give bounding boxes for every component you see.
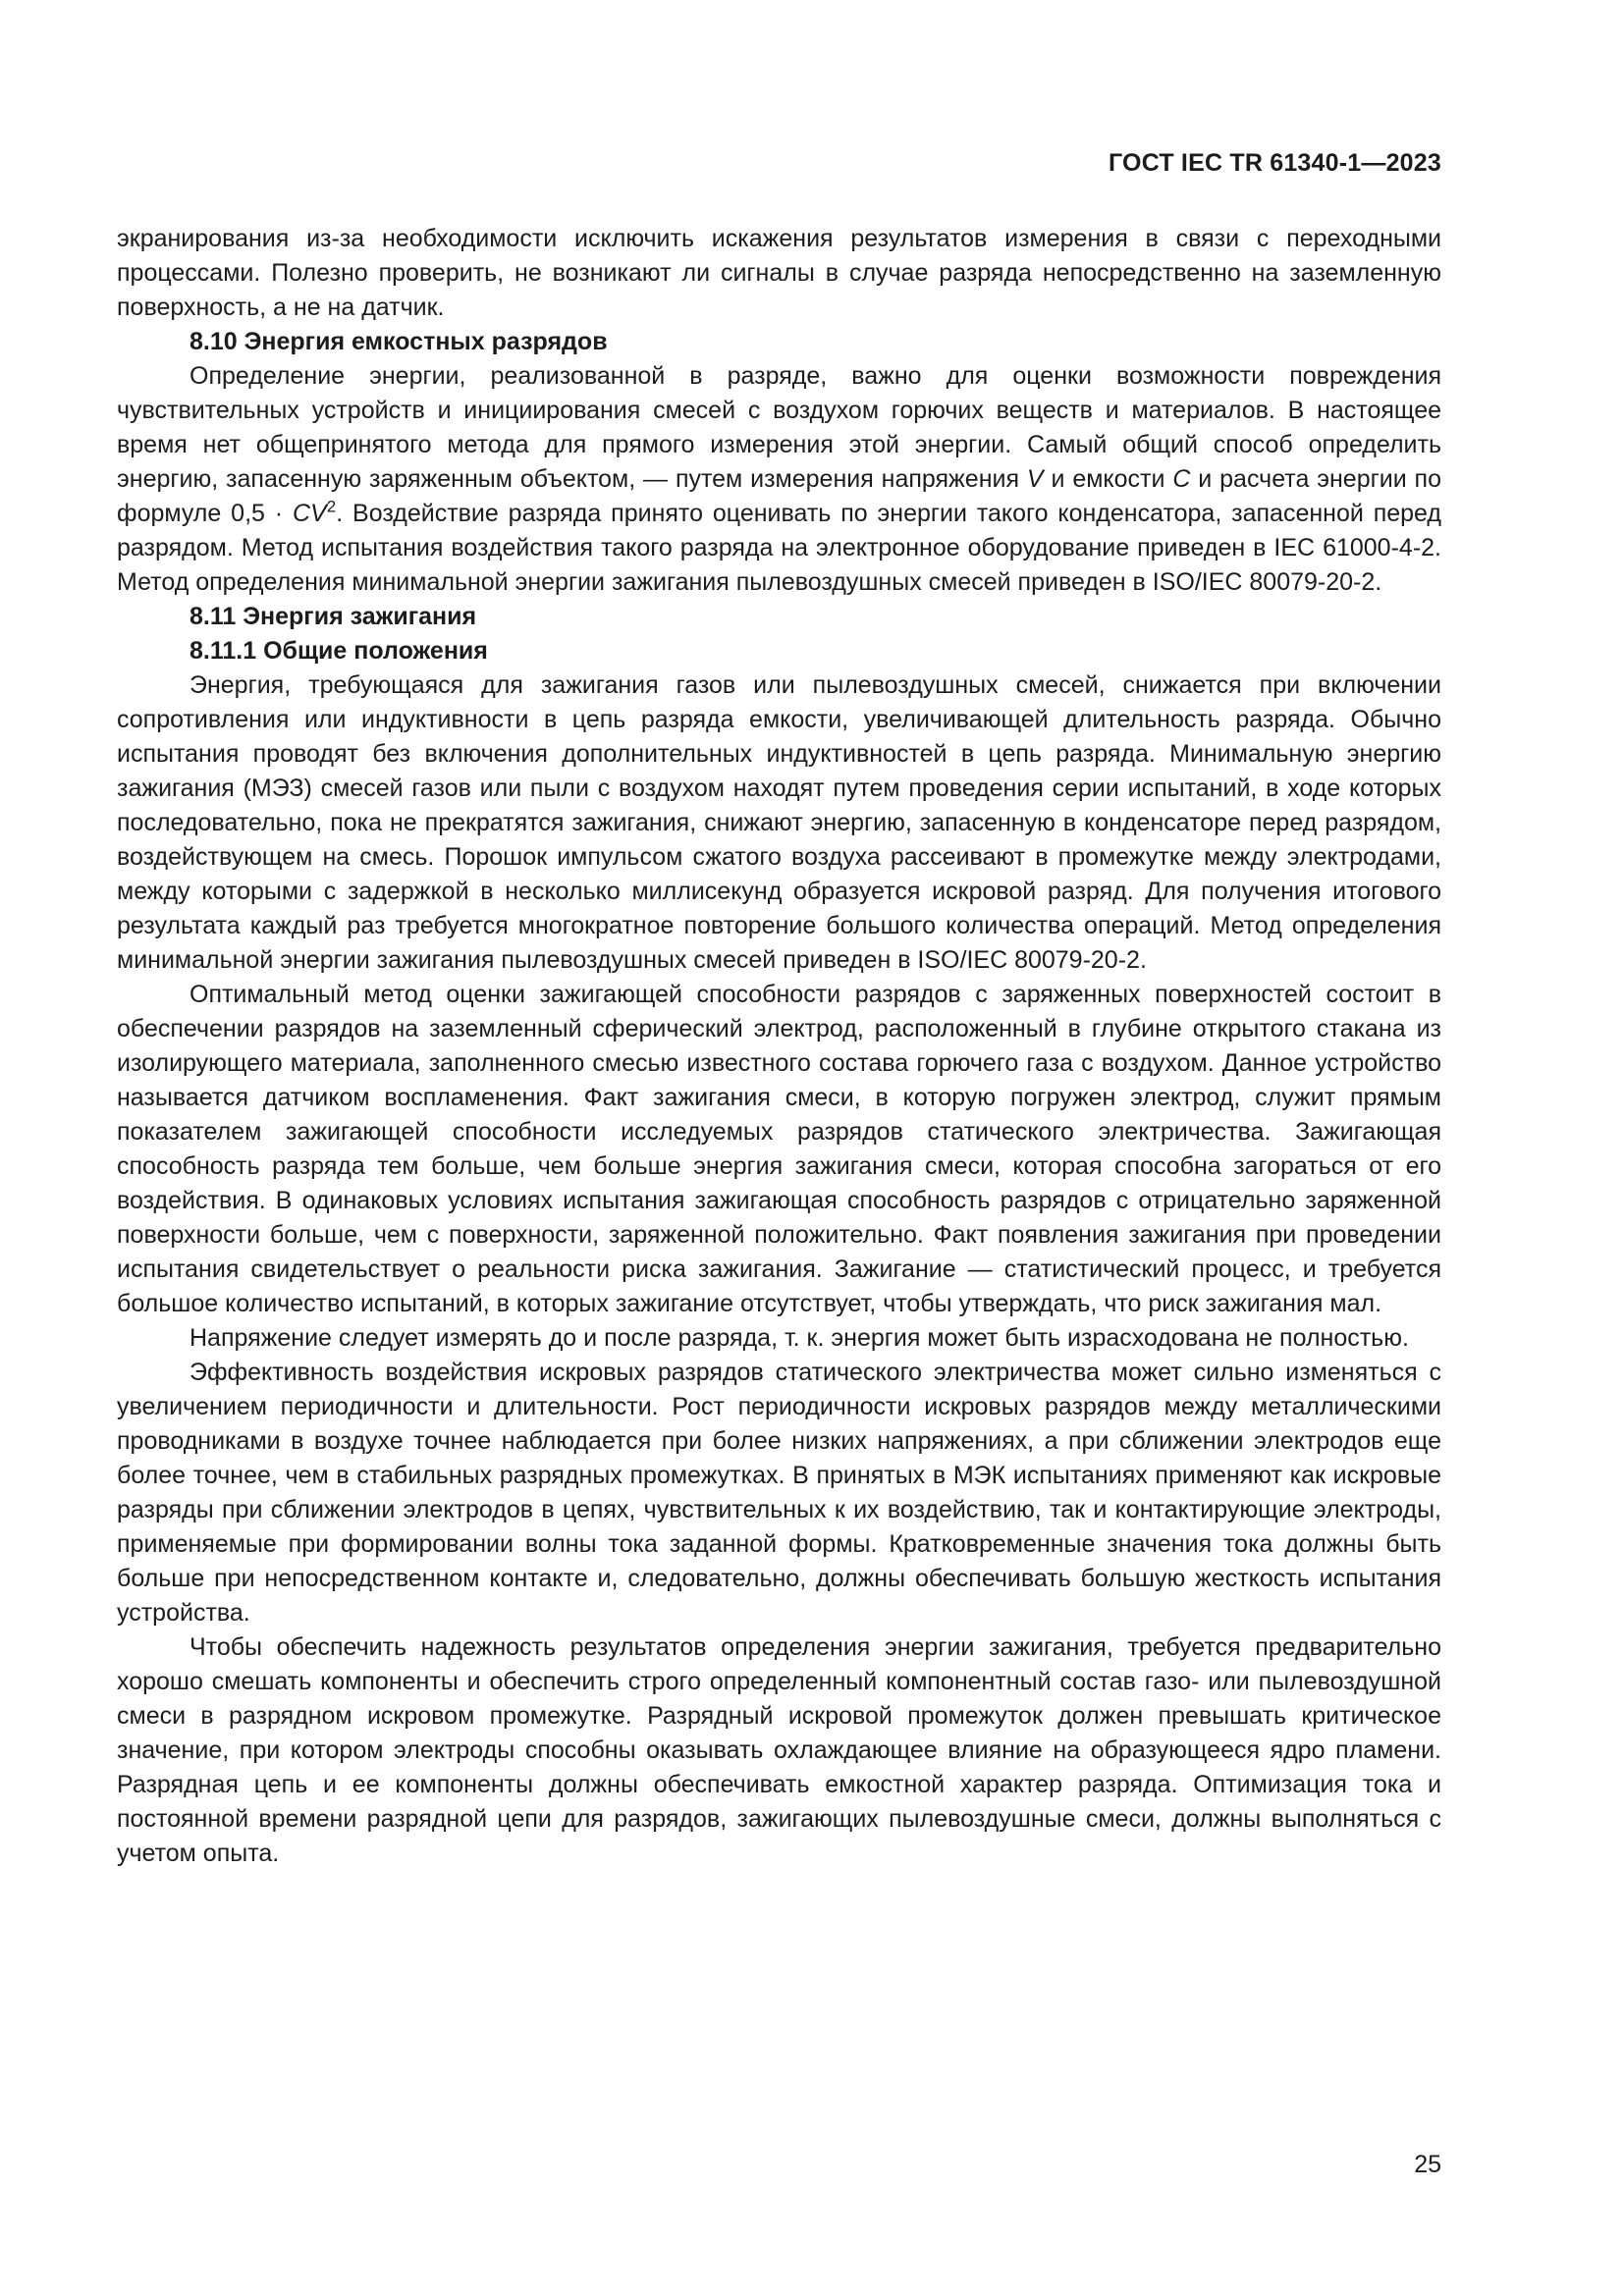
variable-cv: CV [293,500,327,527]
document-code-header: ГОСТ IEC TR 61340-1—2023 [1109,149,1441,177]
body-paragraph: Энергия, требующаяся для зажигания газов или пылевоздушных смесей, снижается при включении сопротивления или индуктивности в цепь разряда емкости, увеличивающей длительность разряда. Обычно испытания проводят без включения дополнительных индуктивностей в цепь разряда. Минимальную энергию зажигания (МЭЗ) смесей газов или пыли с воздухом находят путем проведения серии испытаний, в ходе которых последовательно, пока не прекратятся зажигания, снижают энергию, запасенную в конденсаторе перед разрядом, воздействующем на смесь. Порошок импульсом сжатого воздуха рассеивают в промежутке между электродами, между которыми с задержкой в несколько миллисекунд образуется искровой разряд. Для получения итогового результата каждый раз требуется многократное повторение большого количества операций. Метод определения минимальной энергии зажигания пылевоздушных смесей приведен в ISO/IEC 80079-20-2. [117,671,1441,974]
page-number: 25 [1414,2151,1441,2178]
exponent: 2 [326,497,337,516]
intro-paragraph: экранирования из-за необходимости исключить искажения результатов измерения в связи с переходными процессами. Полезно проверить, не возникают ли сигналы в случае разряда непосредственно на заземленную поверхность, а не на датчик. [117,225,1441,321]
subsection-heading-8-11-1: 8.11.1 Общие положения [189,637,488,665]
section-heading-8-10: 8.10 Энергия емкостных разрядов [189,328,608,355]
body-paragraph: Эффективность воздействия искровых разрядов статического электричества может сильно изменяться с увеличением периодичности и длительности. Рост периодичности искровых разрядов между металлическими проводниками в воздухе точнее наблюдается при более низких напряжениях, а при сближении электродов еще более точнее, чем в стабильных разрядных промежутках. В принятых в МЭК испытаниях применяют как искровые разряды при сближении электродов в цепях, чувствительных к их воздействию, так и контактирующие электроды, применяемые при формировании волны тока заданной формы. Кратковременные значения тока должны быть больше при непосредственном контакте и, следовательно, должны обеспечивать большую жесткость испытания устройства. [117,1359,1441,1627]
text-run: и расчета энергии по формуле 0,5 · [117,465,1441,527]
text-run: . Воздействие разряда принято оценивать по энергии такого конденсатора, запасенной перед разрядом. Метод испытания воздействия такого разряда на электронное оборудование приведен в IEC 61000-4-2. Метод определения минимальной энергии зажигания пылевоздушных смесей приведен в ISO/IEC 80079-20-2. [117,500,1442,596]
section-heading-8-11: 8.11 Энергия зажигания [189,603,477,630]
body-paragraph: Оптимальный метод оценки зажигающей способности разрядов с заряженных поверхностей состоит в обеспечении разрядов на заземленный сферический электрод, расположенный в глубине открытого стакана из изолирующего материала, заполненного смесью известного состава горючего газа с воздухом. Данное устройство называется датчиком воспламенения. Факт зажигания смеси, в которую погружен электрод, служит прямым показателем зажигающей способности исследуемых разрядов статического электричества. Зажигающая способность разряда тем больше, чем больше энергия зажигания смеси, которая способна загораться от его воздействия. В одинаковых условиях испытания зажигающая способность разрядов с отрицательно заряженной поверхности больше, чем с поверхности, заряженной положительно. Факт появления зажигания при проведении испытания свидетельствует о реальности риска зажигания. Зажигание — статистический процесс, и требуется большое количество испытаний, в которых зажигание отсутствует, чтобы утверждать, что риск зажигания мал. [117,981,1441,1317]
body-paragraph: Напряжение следует измерять до и после разряда, т. к. энергия может быть израсходована не полностью. [189,1324,1409,1352]
body-paragraph: Чтобы обеспечить надежность результатов определения энергии зажигания, требуется предварительно хорошо смешать компоненты и обеспечить строго определенный компонентный состав газо- или пылевоздушной смеси в разрядном искровом промежутке. Разрядный искровой промежуток должен превышать критическое значение, при котором электроды способны оказывать охлаждающее влияние на образующееся ядро пламени. Разрядная цепь и ее компоненты должны обеспечивать емкостной характер разряда. Оптимизация тока и постоянной времени разрядной цепи для разрядов, зажигающих пылевоздушные смеси, должны выполняться с учетом опыта. [117,1633,1441,1867]
text-run: Определение энергии, реализованной в разряде, важно для оценки возможности повреждения чувствительных устройств и инициирования смесей с воздухом горючих веществ и материалов. В настоящее время нет общепринятого метода для прямого измерения этой энергии. Самый общий способ определить энергию, запасенную заряженным объектом, — путем измерения напряжения [117,362,1441,493]
section-8-10-paragraph [117,359,1441,600]
variable-c: C [1172,465,1191,493]
variable-v: V [1026,465,1044,493]
text-run: и емкости [1043,465,1173,493]
page-content [117,222,1441,1871]
